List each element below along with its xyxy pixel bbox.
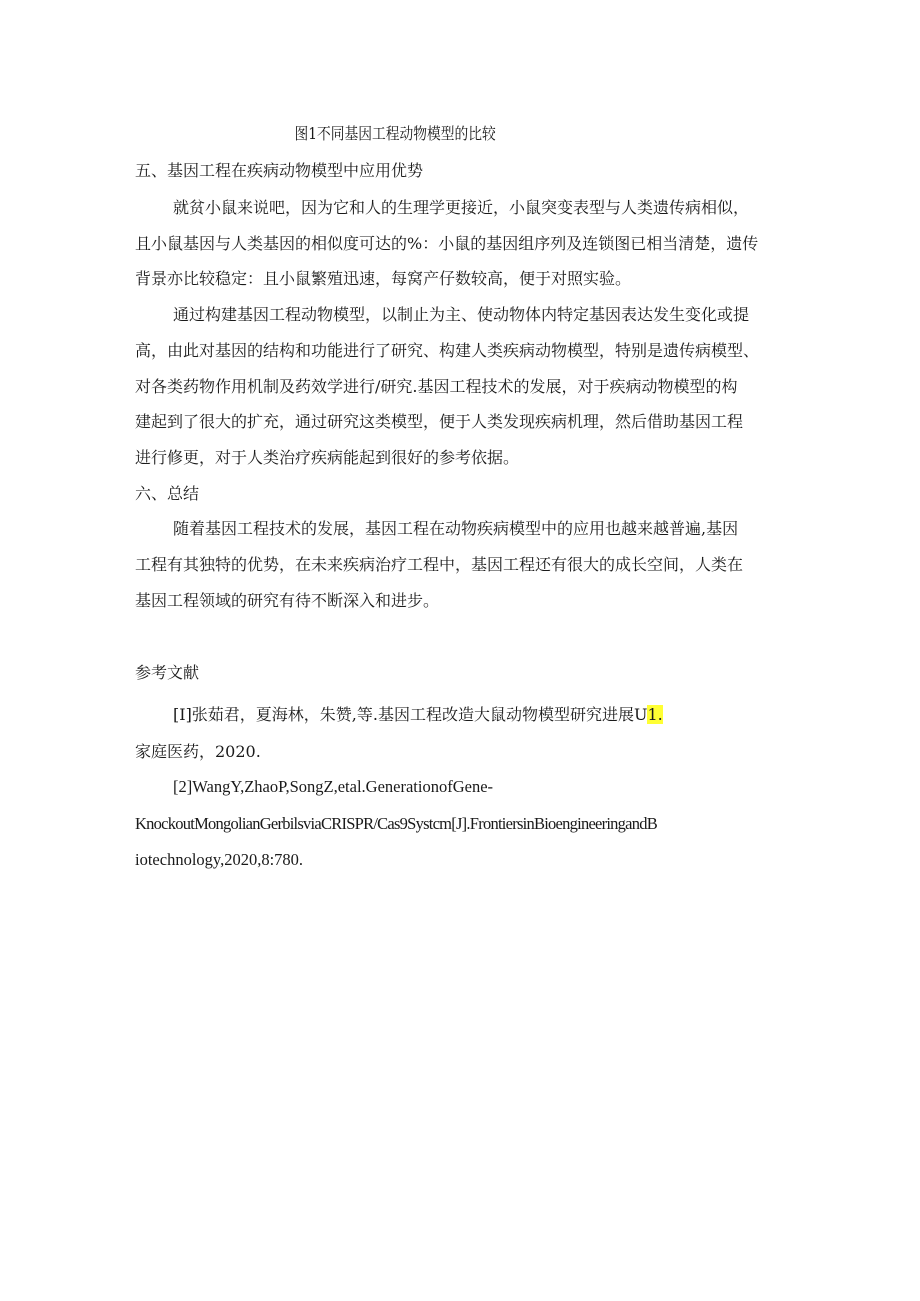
reference-2-line-2: KnockoutMongolianGerbilsviaCRISPR/Cas9Systcm[J].FrontiersinBioengineeringandB [135,814,658,833]
references-heading: 参考文献 [135,663,200,682]
section-5-para-2-line-5: 进行修更，对于人类治疗疾病能起到很好的参考依据。 [135,448,520,467]
section-6-para-1-line-2: 工程有其独特的优势，在未来疾病治疗工程中，基因工程还有很大的成长空间，人类在 [135,555,744,574]
reference-1-line-1 [173,705,663,725]
figure-caption: 图1不同基因工程动物模型的比较 [294,124,496,143]
section-5-para-2-line-2: 高，由此对基因的结构和功能进行了研究、构建人类疾病动物模型，特别是遗传病模型、 [135,341,760,360]
section-6-para-1-line-3: 基因工程领域的研究有待不断深入和进步。 [135,591,440,610]
reference-1-text: [I]张茹君，夏海林，朱赞,等.基因工程改造大鼠动物模型研究进展U [173,705,648,724]
section-5-para-2-line-4: 建起到了很大的扩充，通过研究这类模型，便于人类发现疾病机理，然后借助基因工程 [135,412,744,431]
section-5-para-2-line-1: 通过构建基因工程动物模型，以制止为主、使动物体内特定基因表达发生变化或提 [173,305,750,324]
section-6-para-1-line-1: 随着基因工程技术的发展，基因工程在动物疾病模型中的应用也越来越普遍,基因 [173,519,739,538]
reference-1-line-2: 家庭医药，2020. [135,742,261,761]
section-5-para-1-line-2: 且小鼠基因与人类基因的相似度可达的%：小鼠的基因组序列及连锁图已相当清楚，遗传 [135,234,759,253]
section-5-heading: 五、基因工程在疾病动物模型中应用优势 [135,161,424,180]
section-5-para-2-line-3: 对各类药物作用机制及药效学进行/研究.基因工程技术的发展，对于疾病动物模型的构 [135,377,738,396]
section-6-heading: 六、总结 [135,484,200,503]
section-5-para-1-line-3: 背景亦比较稳定：且小鼠繁殖迅速，每窝产仔数较高，便于对照实验。 [135,269,632,288]
reference-2-line-3: iotechnology,2020,8:780. [135,850,304,869]
section-5-para-1-line-1: 就贫小鼠来说吧，因为它和人的生理学更接近，小鼠突变表型与人类遗传病相似， [173,198,750,217]
reference-2-line-1: [2]WangY,ZhaoP,SongZ,etal.GenerationofGene- [173,777,494,796]
reference-1-highlight: 1. [647,705,663,724]
